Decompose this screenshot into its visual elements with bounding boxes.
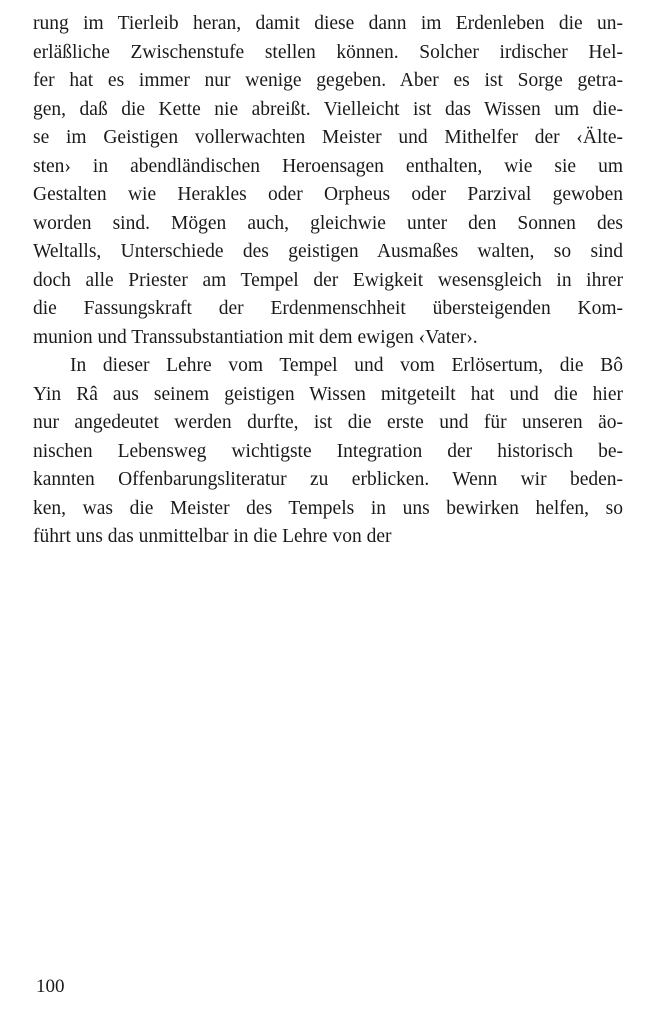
- paragraph-last-line: munion und Transsubstantiation mit dem ewigen ‹Vater›.: [33, 326, 478, 348]
- text-line: Yin Râ aus seinem geistigen Wissen mitgeteilt hat und die hier: [33, 383, 623, 405]
- paragraph-last-line: führt uns das unmittelbar in die Lehre von der: [33, 526, 392, 547]
- text-line: nur angedeutet werden durfte, ist die erste und für unseren äo-: [33, 412, 623, 433]
- text-line: erläßliche Zwischenstufe stellen können. Solcher irdischer Hel-: [33, 41, 623, 63]
- text-line: Gestalten wie Herakles oder Orpheus oder Parzival gewoben: [33, 184, 623, 205]
- text-line: doch alle Priester am Tempel der Ewigkeit wesensgleich in ihrer: [33, 269, 623, 291]
- paragraph-first-line: In dieser Lehre vom Tempel und vom Erlösertum, die Bô: [70, 355, 623, 376]
- text-line: rung im Tierleib heran, damit diese dann im Erdenleben die un-: [33, 13, 623, 34]
- text-line: kannten Offenbarungsliteratur zu erblicken. Wenn wir beden-: [33, 469, 623, 490]
- text-line: ken, was die Meister des Tempels in uns bewirken helfen, so: [33, 497, 623, 519]
- text-line: fer hat es immer nur wenige gegeben. Aber es ist Sorge getra-: [33, 70, 623, 91]
- body-text: [33, 10, 623, 552]
- text-line: Weltalls, Unterschiede des geistigen Ausmaßes walten, so sind: [33, 241, 623, 262]
- text-line: sten› in abendländischen Heroensagen enthalten, wie sie um: [33, 155, 623, 177]
- text-line: worden sind. Mögen auch, gleichwie unter den Sonnen des: [33, 212, 623, 234]
- text-line: gen, daß die Kette nie abreißt. Vielleicht ist das Wissen um die-: [33, 98, 623, 120]
- text-line: se im Geistigen vollerwachten Meister und Mithelfer der ‹Älte-: [33, 127, 623, 148]
- page-number: 100: [36, 976, 65, 997]
- text-line: nischen Lebensweg wichtigste Integration der historisch be-: [33, 440, 623, 462]
- text-line: die Fassungskraft der Erdenmenschheit übersteigenden Kom-: [33, 298, 623, 319]
